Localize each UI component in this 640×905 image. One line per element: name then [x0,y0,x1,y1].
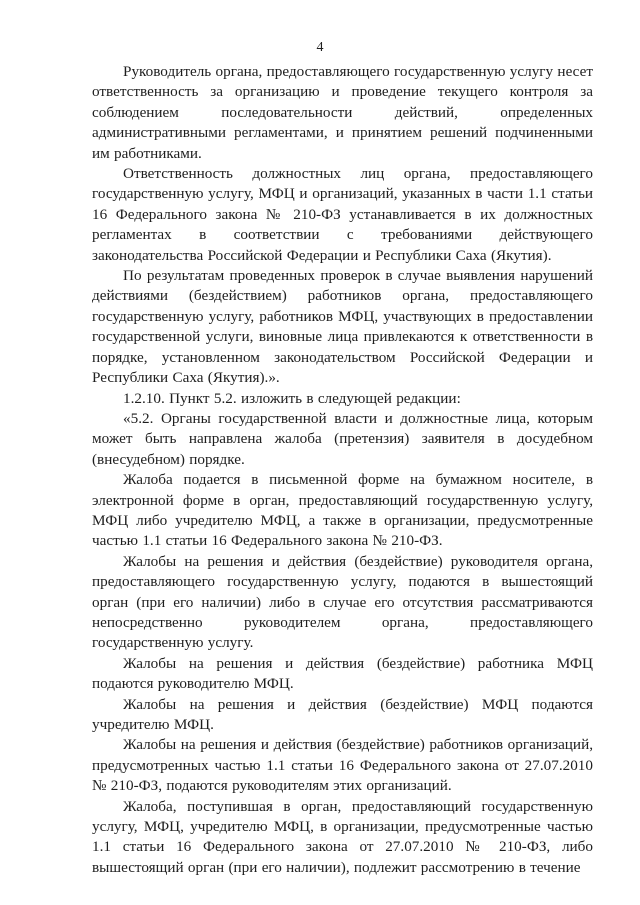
paragraph-complaint-mfc: Жалобы на решения и действия (бездействие) МФЦ подаются учредителю МФЦ. [92,695,593,733]
document-body [92,62,593,878]
page-number: 4 [316,40,324,55]
paragraph-complaint-head: Жалобы на решения и действия (бездействие) руководителя органа, предоставляющего государственную услугу, подаются в вышестоящий орган (при его наличии) либо в случае его отсутствия рассматриваются непосредственно руководителем органа, предоставляющего государственную услугу. [92,552,593,652]
paragraph-complaint-form: Жалоба подается в письменной форме на бумажном носителе, в электронной форме в орган, предоставляющий государственную услугу, МФЦ либо учредителю МФЦ, а также в организации, предусмотренные частью 1.1 статьи 16 Федерального закона № 210-ФЗ. [92,471,593,550]
paragraph-inspection-results: По результатам проведенных проверок в случае выявления нарушений действиями (бездействием) работников органа, предоставляющего государственную услугу, работников МФЦ, участвующих в предоставлении государственной услуги, виновные лица привлекаются к ответственности в порядке, установленном законодательством Российской Федерации и Республики Саха (Якутия).». [92,267,593,387]
paragraph-complaint-organizations: Жалобы на решения и действия (бездействие) работников организаций, предусмотренных частью 1.1 статьи 16 Федерального закона от 27.07.2010 № 210-ФЗ, подаются руководителям этих организаций. [92,736,593,795]
paragraph-head-responsibility: Руководитель органа, предоставляющего государственную услугу несет ответственность за организацию и проведение текущего контроля за соблюдением последовательности действий, определенных административными регламентами, и принятием решений подчиненными им работниками. [92,63,593,162]
paragraph-complaint-mfc-worker: Жалобы на решения и действия (бездействие) работника МФЦ подаются руководителю МФЦ. [92,654,593,693]
paragraph-clause-5-2: «5.2. Органы государственной власти и должностные лица, которым может быть направлена жалоба (претензия) заявителя в досудебном (внесудебном) порядке. [92,409,593,468]
paragraph-officials-responsibility: Ответственность должностных лиц органа, предоставляющего государственную услугу, МФЦ и организаций, указанных в части 1.1 статьи 16 Федерального закона № 210-ФЗ устанавливается в их должностных регламентах в соответствии с требованиями действующего законодательства Российской Федерации и Республики Саха (Якутия). [92,165,593,264]
paragraph-complaint-review: Жалоба, поступившая в орган, предоставляющий государственную услугу, МФЦ, учредителю МФЦ, в организации, предусмотренные частью 1.1 статьи 16 Федерального закона от 27.07.2010 № 210-ФЗ, либо вышестоящий орган (при его наличии), подлежит рассмотрению в течение [92,797,593,876]
paragraph-clause-1-2-10: 1.2.10. Пункт 5.2. изложить в следующей редакции: [123,389,461,407]
